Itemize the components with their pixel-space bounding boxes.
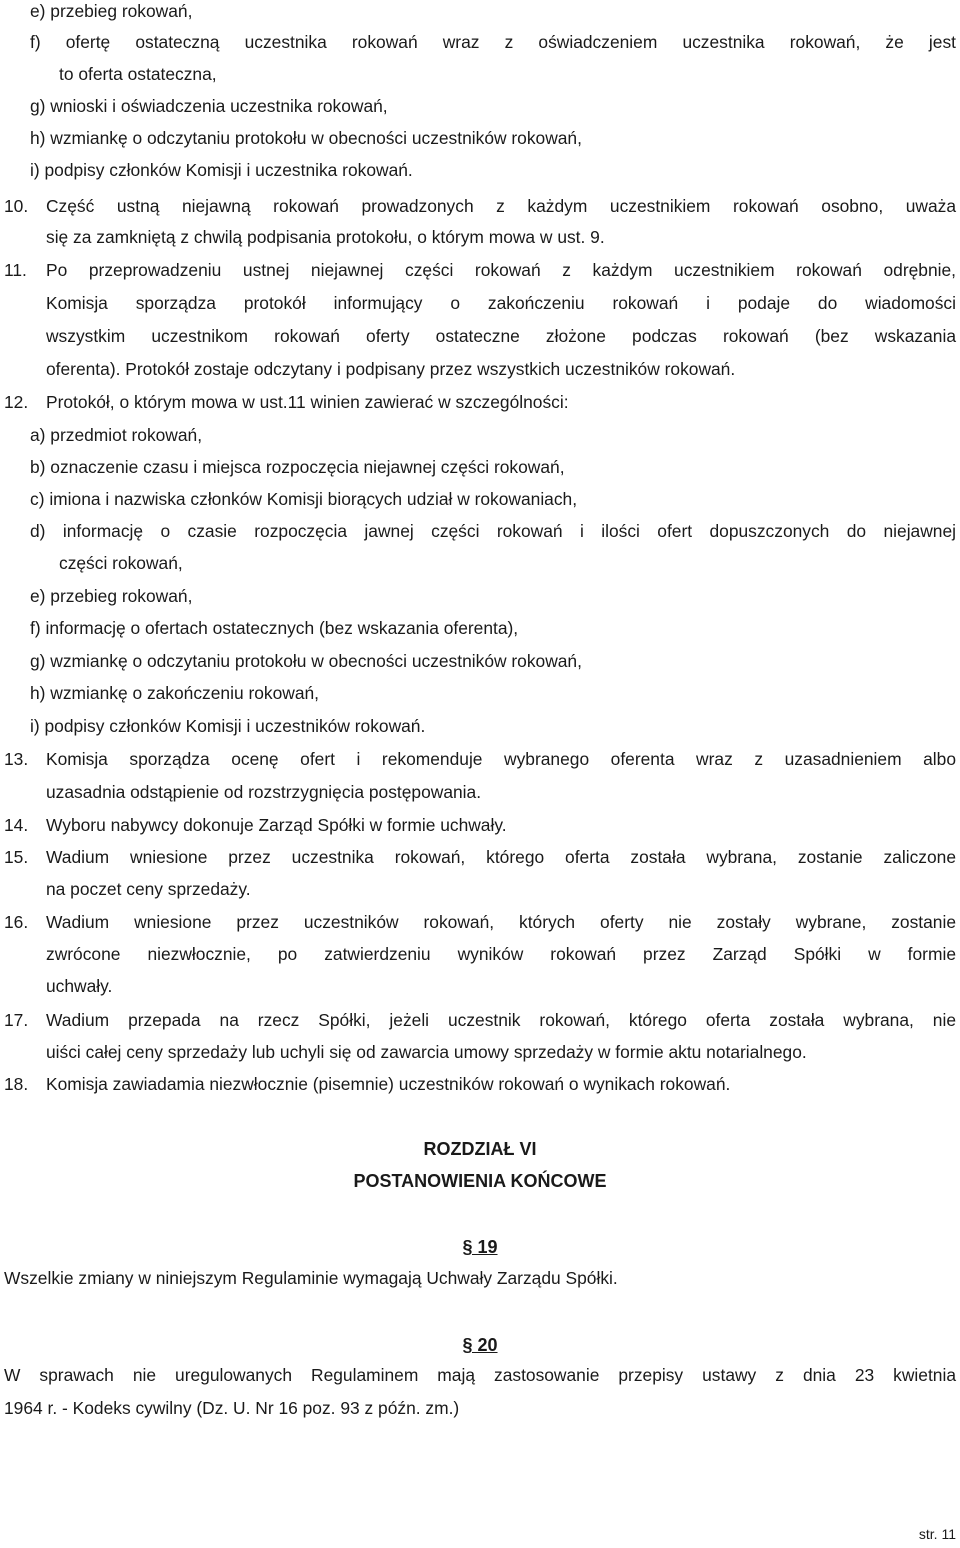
item-number: 17. [4,1010,29,1030]
item-text: Protokół, o którym mowa w ust.11 winien zawierać w szczególności: [46,392,569,412]
sub-item: e) przebieg rokowań, [30,586,193,606]
list-item: f) ofertę ostateczną uczestnika rokowań wraz z oświadczeniem uczestnika rokowań, że jest [30,32,956,52]
item-text: Po przeprowadzeniu ustnej niejawnej części rokowań z każdym uczestnikiem rokowań odrębnie, [46,260,956,280]
item-number: 13. [4,749,29,769]
item-text: wszystkim uczestnikom rokowań oferty ostateczne złożone podczas rokowań (bez wskazania [46,326,956,346]
item-number: 15. [4,847,29,867]
item-text: Wadium wniesione przez uczestnika rokowań, którego oferta została wybrana, zostanie zaliczone [46,847,956,867]
item-number: 14. [4,815,29,835]
sub-item: h) wzmiankę o zakończeniu rokowań, [30,683,320,703]
list-item: i) podpisy członków Komisji i uczestnika rokowań. [30,160,413,180]
list-item-continuation: to oferta ostateczna, [59,64,217,84]
item-text: uchwały. [46,976,113,996]
item-text: zwrócone niezwłocznie, po zatwierdzeniu wyników rokowań przez Zarząd Spółki w formie [46,944,956,964]
item-text: uiści całej ceny sprzedaży lub uchyli się od zawarcia umowy sprzedaży w formie aktu notarialnego. [46,1042,807,1062]
sub-item: d) informację o czasie rozpoczęcia jawnej części rokowań i ilości ofert dopuszczonych do niejawnej [30,521,956,541]
sub-item: i) podpisy członków Komisji i uczestników rokowań. [30,716,426,736]
item-text: uzasadnia odstąpienie od rozstrzygnięcia postępowania. [46,782,482,802]
item-text: Wadium wniesione przez uczestników rokowań, których oferty nie zostały wybrane, zostanie [46,912,956,932]
sub-item: g) wzmiankę o odczytaniu protokołu w obecności uczestników rokowań, [30,651,582,671]
item-text: Komisja sporządza ocenę ofert i rekomenduje wybranego oferenta wraz z uzasadnieniem albo [46,749,956,769]
list-item: h) wzmiankę o odczytaniu protokołu w obecności uczestników rokowań, [30,128,582,148]
item-number: 11. [4,260,27,280]
paragraph-text: Wszelkie zmiany w niniejszym Regulaminie wymagają Uchwały Zarządu Spółki. [4,1268,618,1288]
chapter-subtitle: POSTANOWIENIA KOŃCOWE [353,1171,607,1191]
paragraph-number: § 20 [462,1335,498,1355]
item-number: 12. [4,392,29,412]
sub-item: c) imiona i nazwiska członków Komisji biorących udział w rokowaniach, [30,489,578,509]
chapter-title: ROZDZIAŁ VI [423,1139,537,1159]
item-text: Część ustną niejawną rokowań prowadzonych z każdym uczestnikiem rokowań osobno, uważa [46,196,956,216]
sub-item: b) oznaczenie czasu i miejsca rozpoczęcia niejawnej części rokowań, [30,457,565,477]
item-text: Komisja sporządza protokół informujący o zakończeniu rokowań i podaje do wiadomości [46,293,956,313]
item-text: oferenta). Protokół zostaje odczytany i podpisany przez wszystkich uczestników rokowań. [46,359,736,379]
paragraph-text: W sprawach nie uregulowanych Regulaminem mają zastosowanie przepisy ustawy z dnia 23 kwietnia [4,1365,956,1385]
list-item: g) wnioski i oświadczenia uczestnika rokowań, [30,96,388,116]
sub-item-continuation: części rokowań, [59,553,183,573]
item-text: Wyboru nabywcy dokonuje Zarząd Spółki w formie uchwały. [46,815,507,835]
item-number: 18. [4,1074,29,1094]
sub-item: f) informację o ofertach ostatecznych (bez wskazania oferenta), [30,618,519,638]
item-number: 16. [4,912,29,932]
paragraph-text: 1964 r. - Kodeks cywilny (Dz. U. Nr 16 poz. 93 z późn. zm.) [4,1398,460,1418]
item-text: Komisja zawiadamia niezwłocznie (pisemnie) uczestników rokowań o wynikach rokowań. [46,1074,731,1094]
item-text: się za zamkniętą z chwilą podpisania protokołu, o którym mowa w ust. 9. [46,227,605,247]
item-text: Wadium przepada na rzecz Spółki, jeżeli uczestnik rokowań, którego oferta została wybrana, nie [46,1010,956,1030]
list-item: e) przebieg rokowań, [30,1,193,21]
page-number: str. 11 [918,1526,956,1542]
item-number: 10. [4,196,29,216]
paragraph-number: § 19 [462,1237,498,1257]
sub-item: a) przedmiot rokowań, [30,425,203,445]
item-text: na poczet ceny sprzedaży. [46,879,251,899]
